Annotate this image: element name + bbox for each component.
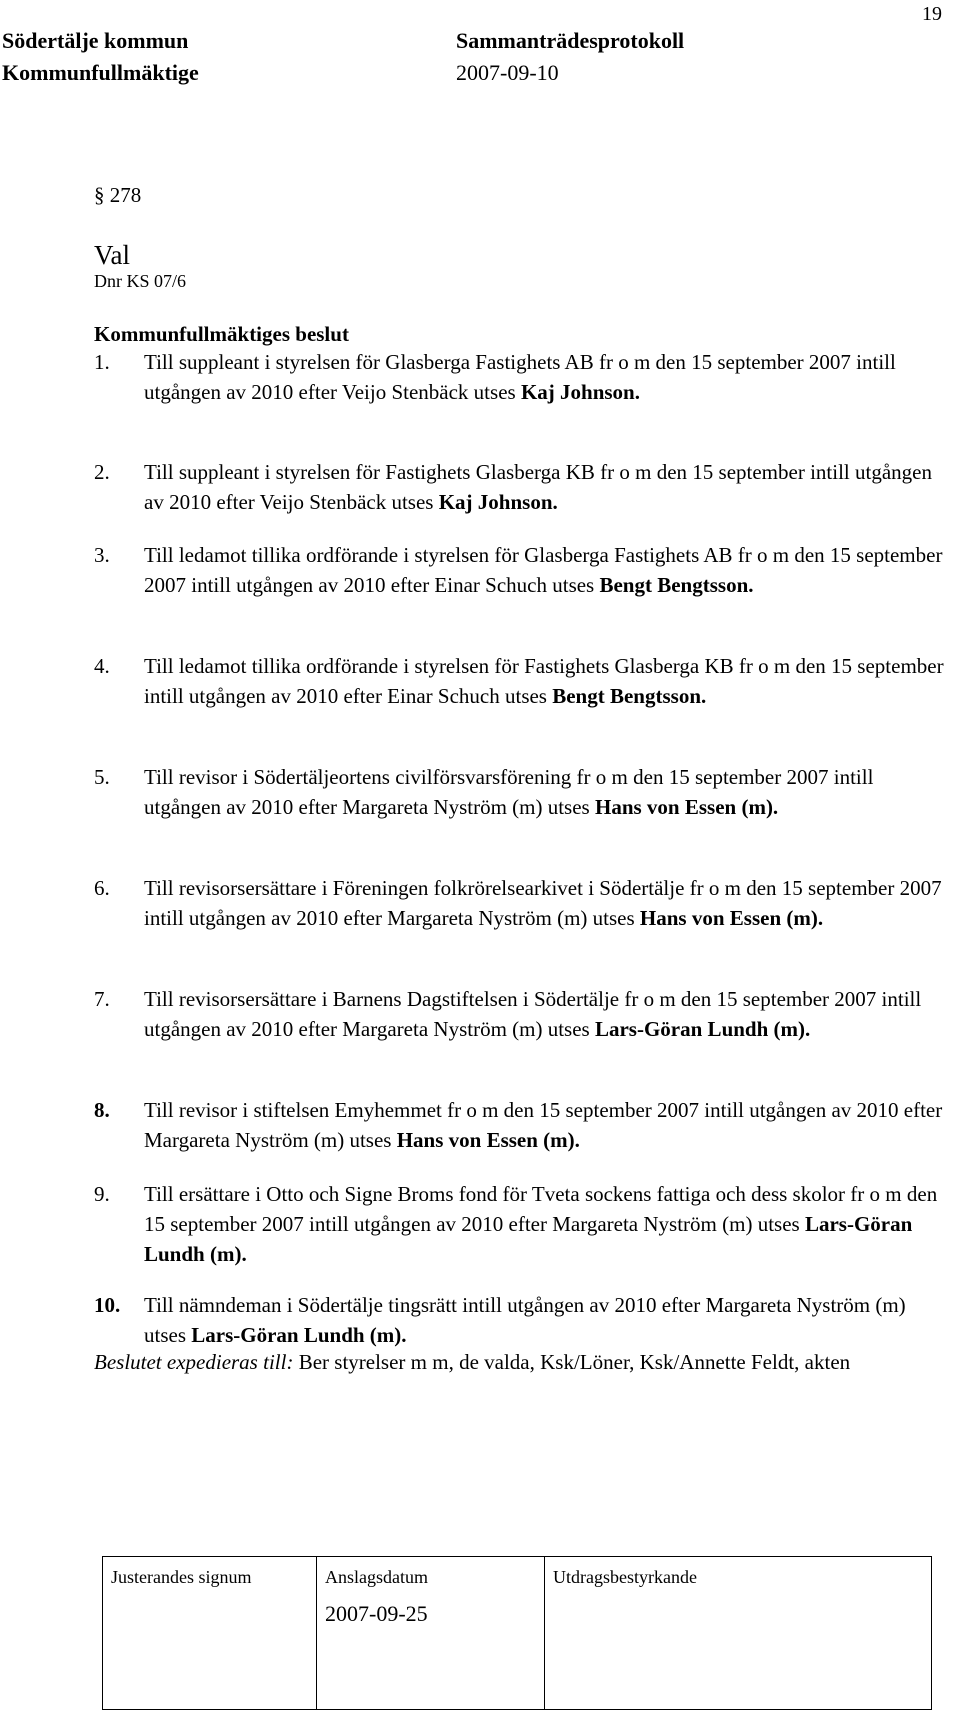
list-item [94,873,944,933]
item-number: 9. [94,1182,110,1206]
list-item [94,984,944,1044]
list-item [94,1290,944,1350]
list-item [94,651,944,711]
meeting-date: 2007-09-10 [456,60,559,85]
item-appointee: Hans von Essen (m). [639,906,824,930]
distribution-label: Beslutet expedieras till: [94,1350,294,1374]
item-text: Till ledamot tillika ordförande i styrelsen för Glasberga Fastighets AB fr o m den 15 september 2007 intill utgången av 2010 efter Einar Schuch utses [144,543,943,597]
utdrag-cell [544,1557,931,1709]
list-item [94,762,944,822]
anslag-date: 2007-09-25 [325,1601,428,1626]
item-appointee: Lars-Göran Lundh (m). [594,1017,811,1041]
item-appointee: Lars-Göran Lundh (m). [144,1212,913,1266]
item-number: 10. [94,1293,121,1317]
item-number: 3. [94,543,110,567]
item-number: 2. [94,460,110,484]
list-item [94,1179,944,1269]
item-text: Till ersättare i Otto och Signe Broms fond för Tveta sockens fattiga och dess skolor fr o m den 15 september 2007 intill utgången av 2010 efter Margareta Nyström (m) utses [144,1182,938,1236]
item-number: 1. [94,350,110,374]
item-text: Till suppleant i styrelsen för Glasberga Fastighets AB fr o m den 15 september 2007 intill utgången av 2010 efter Veijo Stenbäck utses [144,350,896,404]
list-item [94,540,944,600]
item-appointee: Kaj Johnson. [520,380,640,404]
item-appointee: Hans von Essen (m). [594,795,779,819]
item-number: 7. [94,987,110,1011]
item-number: 6. [94,876,110,900]
body-name: Kommunfullmäktige [2,60,199,85]
item-appointee: Bengt Bengtsson. [599,573,754,597]
item-appointee: Bengt Bengtsson. [552,684,707,708]
item-number: 8. [94,1098,110,1122]
item-appointee: Kaj Johnson. [438,490,558,514]
item-text: Till ledamot tillika ordförande i styrelsen för Fastighets Glasberga KB fr o m den 15 september intill utgången av 2010 efter Einar Schuch utses [144,654,944,708]
distribution-text: Ber styrelser m m, de valda, Ksk/Löner, Ksk/Annette Feldt, akten [293,1350,851,1374]
item-number: 4. [94,654,110,678]
item-text: Till revisorsersättare i Föreningen folkrörelsearkivet i Södertälje fr o m den 15 september 2007 intill utgången av 2010 efter Margareta Nyström (m) utses [144,876,942,930]
item-appointee: Lars-Göran Lundh (m). [191,1323,407,1347]
section-title: Val [94,240,130,270]
item-text: Till revisorsersättare i Barnens Dagstiftelsen i Södertälje fr o m den 15 september 2007 intill utgången av 2010 efter Margareta Nyström (m) utses [144,987,922,1041]
signum-label: Justerandes signum [111,1567,252,1587]
municipality-name: Södertälje kommun [2,28,189,53]
item-text: Till nämndeman i Södertälje tingsrätt intill utgången av 2010 efter Margareta Nyström (m) utses [144,1293,906,1347]
list-item [94,457,944,517]
item-text: Till suppleant i styrelsen för Fastighets Glasberga KB fr o m den 15 september intill utgången av 2010 efter Veijo Stenbäck utses [144,460,932,514]
paragraph-number: § 278 [94,183,142,207]
document-type: Sammanträdesprotokoll [456,28,685,53]
diary-number: Dnr KS 07/6 [94,271,187,291]
item-number: 5. [94,765,110,789]
list-item [94,1095,944,1155]
list-item [94,347,944,407]
item-appointee: Hans von Essen (m). [396,1128,580,1152]
signature-table [102,1556,932,1710]
distribution [94,1347,924,1377]
item-text: Till revisor i Södertäljeortens civilförsvarsförening fr o m den 15 september 2007 intill utgången av 2010 efter Margareta Nyström (m) utses [144,765,874,819]
page-number: 19 [922,3,942,25]
anslag-cell [316,1557,544,1709]
item-text: Till revisor i stiftelsen Emyhemmet fr o m den 15 september 2007 intill utgången av 2010 efter Margareta Nyström (m) utses [144,1098,943,1152]
signum-cell [103,1557,316,1709]
decision-heading: Kommunfullmäktiges beslut [94,322,349,346]
utdrag-label: Utdragsbestyrkande [553,1567,697,1587]
anslag-label: Anslagsdatum [325,1567,428,1587]
